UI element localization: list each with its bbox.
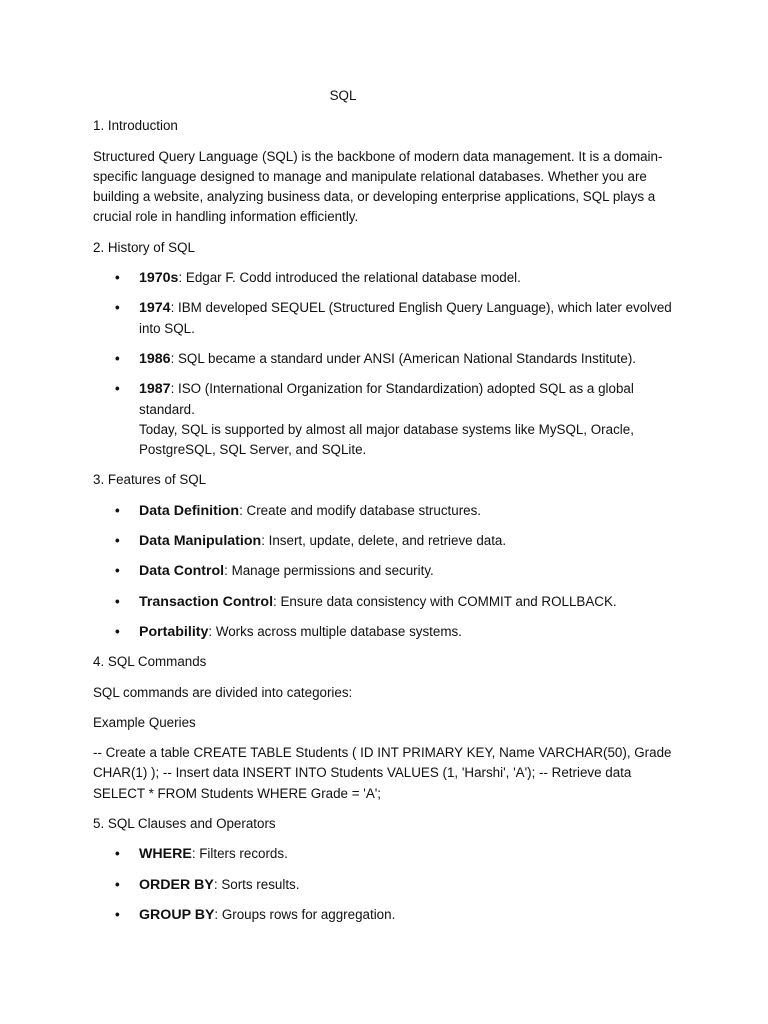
- bullet-icon: •: [115, 563, 120, 579]
- list-item-text: : Manage permissions and security.: [224, 563, 434, 579]
- bullet-icon: •: [115, 906, 120, 922]
- list-item: [93, 905, 683, 925]
- list-item: [93, 501, 683, 521]
- list-item-text: : Create and modify database structures.: [239, 502, 482, 518]
- history-list: [93, 268, 683, 460]
- list-item: [93, 349, 683, 369]
- bullet-icon: •: [115, 846, 120, 862]
- list-item-term: Data Definition: [139, 502, 240, 519]
- paragraph-introduction: Structured Query Language (SQL) is the backbone of modern data management. It is a domain-specific language designed to manage and manipulate relational databases. Whether you are building a website, analyzing business data, or developing enterprise applications, SQL plays a crucial role in handling information efficiently.: [93, 148, 663, 225]
- list-item-text: : ISO (International Organization for Standardization) adopted SQL as a global standard.: [139, 381, 634, 417]
- list-item-text: : Sorts results.: [213, 876, 300, 892]
- bullet-icon: •: [115, 502, 120, 518]
- list-item: [93, 592, 683, 612]
- list-item-text: : Groups rows for aggregation.: [214, 906, 396, 922]
- list-item-term: Transaction Control: [139, 593, 274, 610]
- document-title: SQL: [329, 88, 357, 103]
- bullet-icon: •: [115, 381, 120, 397]
- list-item-text: : SQL became a standard under ANSI (American National Standards Institute).: [170, 350, 637, 366]
- bullet-icon: •: [115, 623, 120, 639]
- section-heading-commands: 4. SQL Commands: [93, 654, 207, 670]
- list-item: [93, 875, 683, 895]
- list-item: [93, 531, 683, 551]
- list-item: [93, 844, 683, 864]
- bullet-icon: •: [115, 876, 120, 892]
- list-item-text: : IBM developed SEQUEL (Structured English Query Language), which later evolved into SQL.: [139, 300, 672, 336]
- bullet-icon: •: [115, 300, 120, 316]
- features-list: [93, 501, 683, 642]
- list-item-term: GROUP BY: [139, 906, 215, 923]
- list-item-text: : Insert, update, delete, and retrieve data.: [261, 533, 507, 549]
- list-item-term: ORDER BY: [139, 876, 214, 893]
- list-item-term: 1986: [139, 350, 171, 367]
- bullet-icon: •: [115, 533, 120, 549]
- list-item-continuation: Today, SQL is supported by almost all major database systems like MySQL, Oracle, PostgreSQL, SQL Server, and SQLite.: [139, 421, 634, 458]
- bullet-icon: •: [115, 350, 120, 366]
- section-heading-features: 3. Features of SQL: [93, 472, 207, 488]
- list-item-term: Data Manipulation: [139, 533, 262, 550]
- list-item-term: 1974: [139, 300, 171, 317]
- bullet-icon: •: [115, 593, 120, 609]
- list-item-term: Portability: [139, 623, 209, 640]
- list-item: [93, 298, 683, 339]
- list-item-text: : Ensure data consistency with COMMIT and ROLLBACK.: [273, 593, 617, 609]
- list-item: [93, 379, 683, 460]
- list-item: [93, 622, 683, 642]
- list-item-term: 1987: [139, 381, 171, 398]
- section-heading-clauses: 5. SQL Clauses and Operators: [93, 816, 276, 832]
- section-heading-introduction: 1. Introduction: [93, 118, 178, 134]
- clauses-list: [93, 844, 683, 925]
- list-item: [93, 268, 683, 288]
- section-heading-history: 2. History of SQL: [93, 239, 195, 255]
- list-item-text: : Filters records.: [191, 846, 288, 862]
- paragraph-commands-intro: SQL commands are divided into categories:: [93, 684, 353, 700]
- bullet-icon: •: [115, 270, 120, 286]
- list-item-text: : Edgar F. Codd introduced the relational database model.: [178, 270, 521, 286]
- list-item-term: Data Control: [139, 563, 225, 580]
- list-item-term: WHERE: [139, 846, 192, 863]
- paragraph-example-queries: -- Create a table CREATE TABLE Students ( ID INT PRIMARY KEY, Name VARCHAR(50), Grade CHAR(1) ); -- Insert data INSERT INTO Students VALUES (1, 'Harshi', 'A'); -- Retrieve data SELECT * FROM Students WHERE Grade = 'A';: [93, 745, 672, 801]
- list-item-term: 1970s: [139, 270, 179, 287]
- list-item: [93, 561, 683, 581]
- paragraph-example-queries-label: Example Queries: [93, 714, 196, 730]
- list-item-text: : Works across multiple database systems.: [208, 623, 462, 639]
- document-page: [93, 86, 683, 935]
